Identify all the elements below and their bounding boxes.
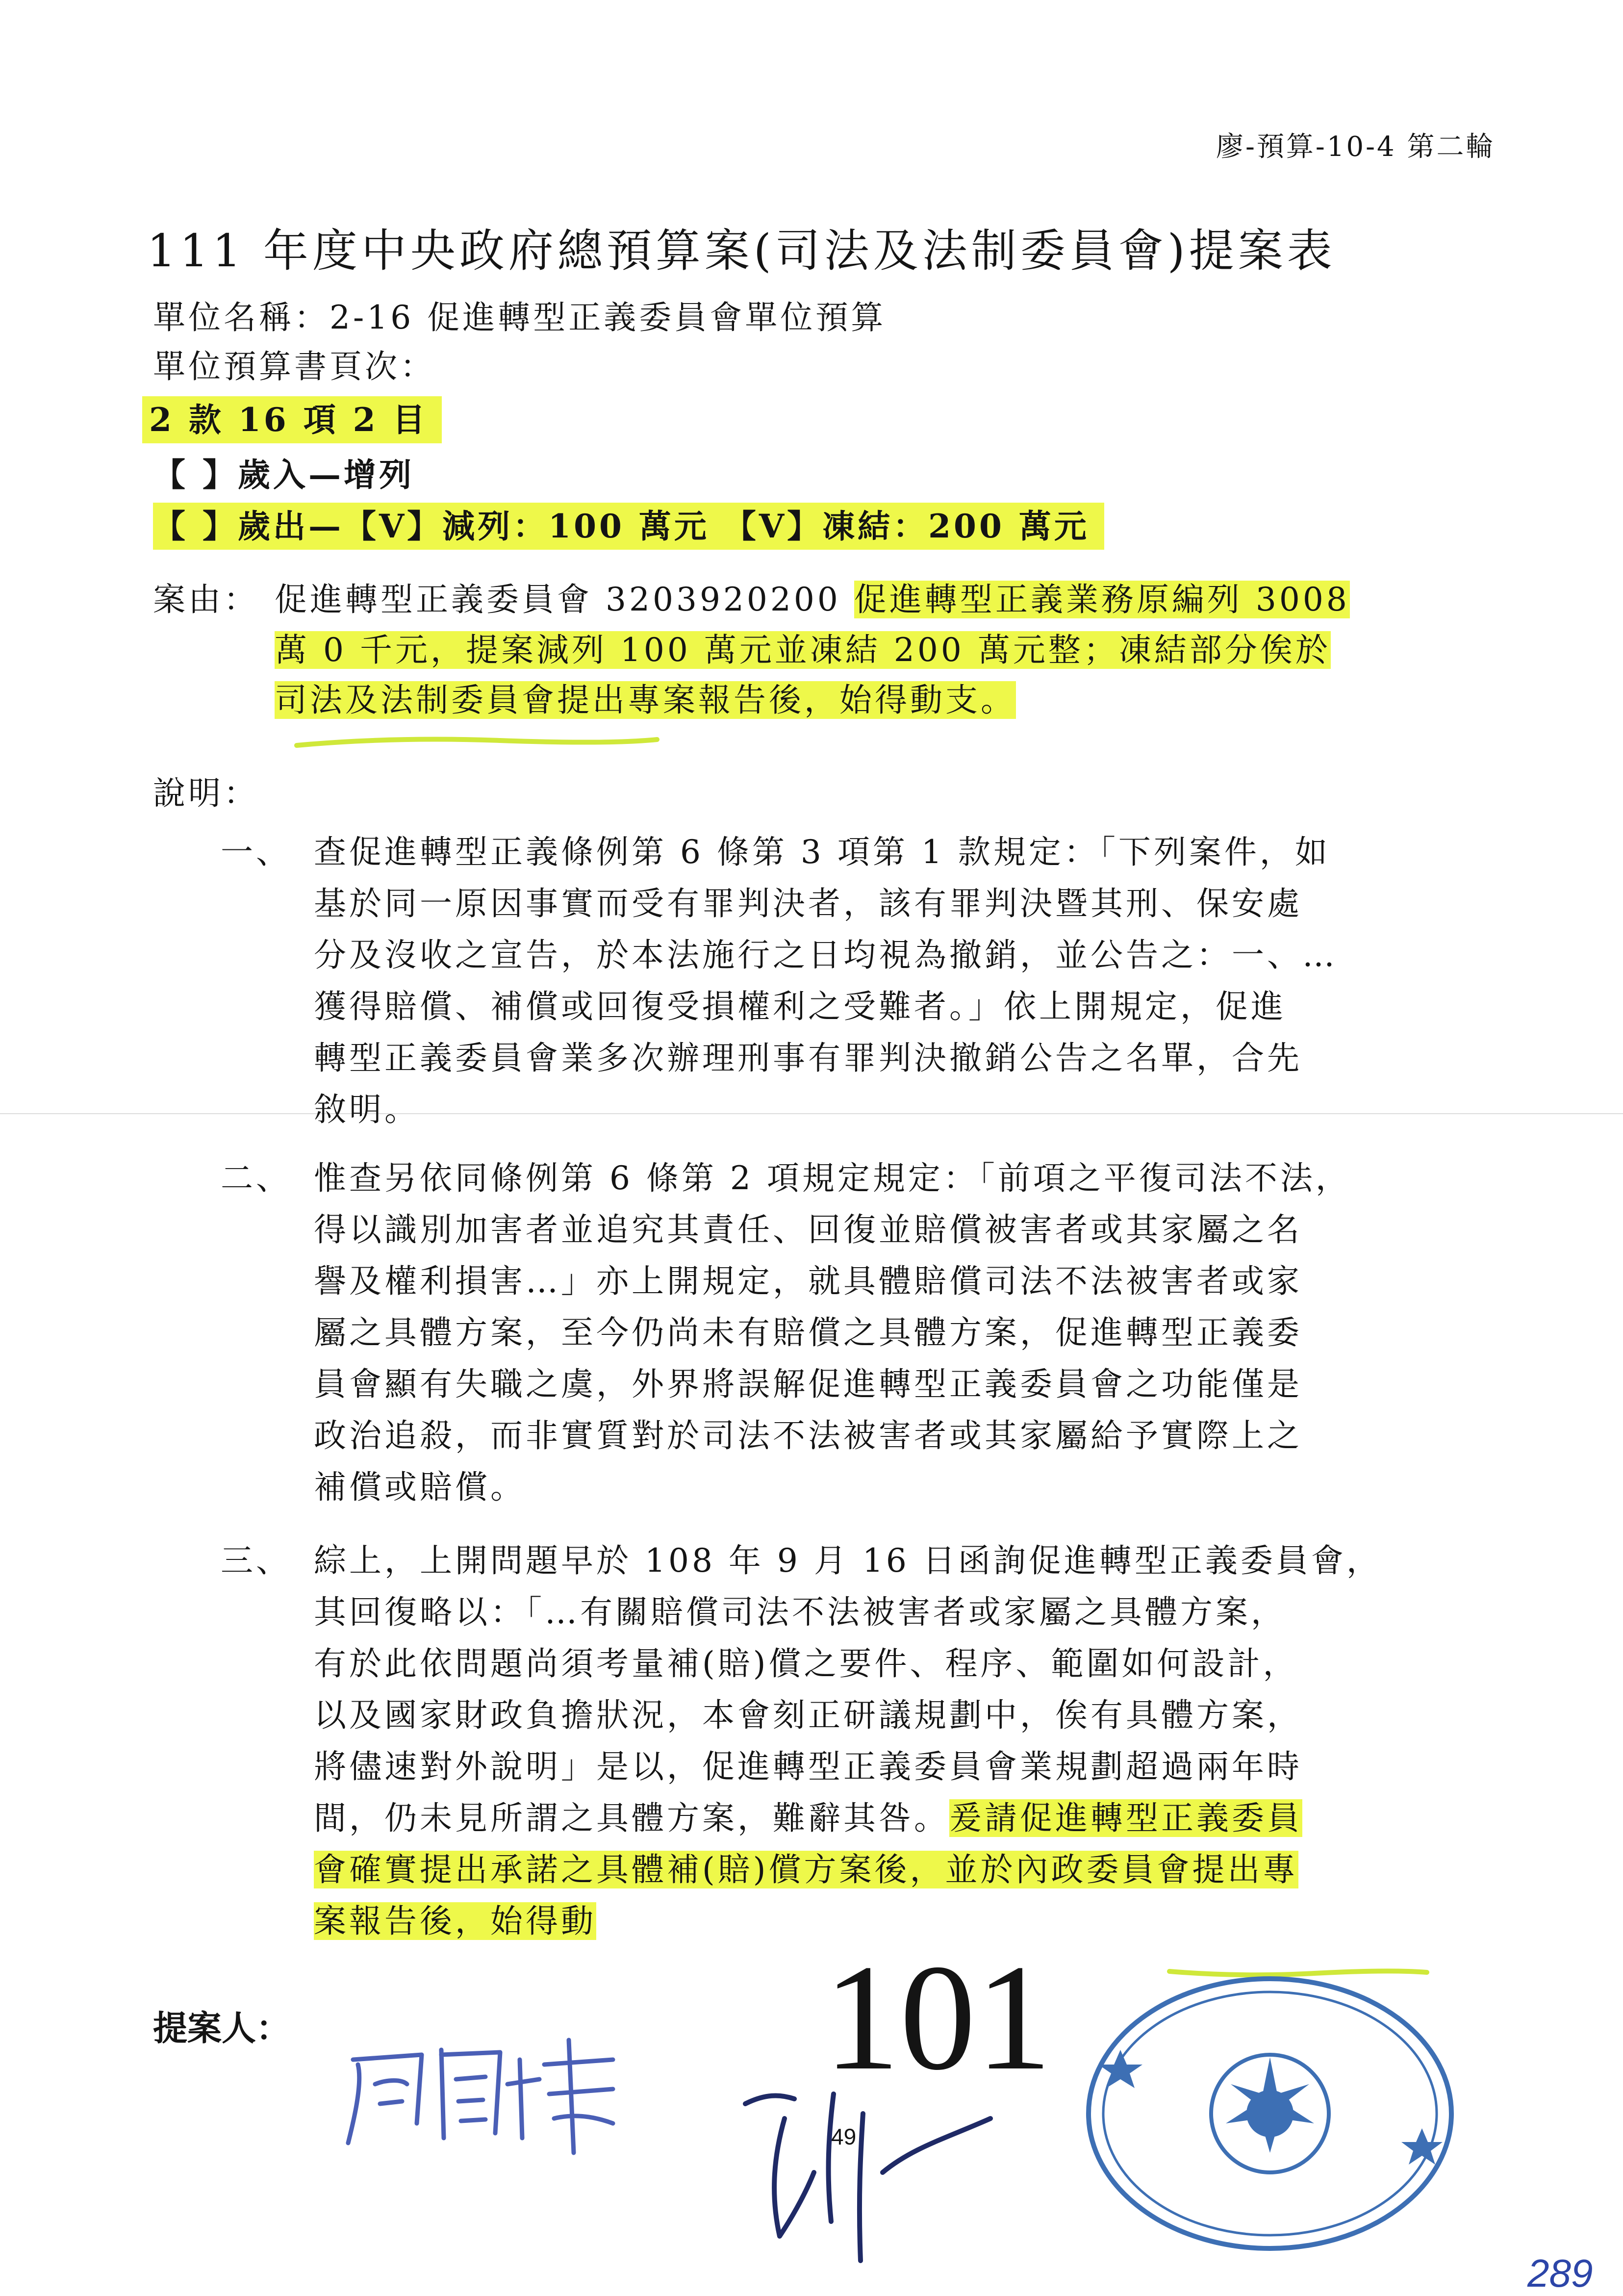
explanation-line-3-6-text: 間，仍未見所謂之具體方案，難辭其咎。爰請促進轉型正義委員 (314, 1799, 1302, 1837)
reason-line-2-text (275, 631, 1331, 669)
highlight-mark: 爰請促進轉型正義委員 (949, 1799, 1302, 1837)
explanation-line: 政治追殺，而非實質對於司法不法被害者或其家屬給予實際上之 (314, 1417, 1302, 1454)
unit-name: 單位名稱：2-16 促進轉型正義委員會單位預算 (153, 299, 887, 336)
explanation-line: 綜上，上開問題早於 108 年 9 月 16 日函詢促進轉型正義委員會， (314, 1542, 1382, 1580)
handwritten-underline (294, 731, 667, 755)
highlight-mark: 案報告後，始得動 (314, 1902, 596, 1940)
explanation-label: 說明： (153, 774, 259, 812)
item-number: 一、 (221, 833, 291, 871)
explanation-line: 以及國家財政負擔狀況，本會刻正研議規劃中，俟有具體方案， (314, 1696, 1302, 1734)
item-number: 三、 (221, 1542, 291, 1580)
revenue-line: 【 】歲入—增列 (153, 456, 414, 494)
highlight-mark: 萬 0 千元，提案減列 100 萬元並凍結 200 萬元整；凍結部分俟於 (275, 631, 1331, 669)
scan-page-number: 289 (1527, 2251, 1593, 2295)
budget-item-code: 2 款 16 項 2 目 (142, 396, 442, 443)
explanation-line-3-8-text (314, 1902, 596, 1940)
expenditure-line: 【 】歲出—【V】減列：100 萬元 【V】凍結：200 萬元 (153, 503, 1104, 550)
explanation-line: 譽及權利損害…」亦上開規定，就具體賠償司法不法被害者或家 (314, 1262, 1302, 1300)
explanation-line: 補償或賠償。 (314, 1468, 526, 1506)
highlight-mark: 會確實提出承諾之具體補(賠)償方案後，並於內政委員會提出專 (314, 1851, 1298, 1888)
proposer-label: 提案人： (153, 2008, 290, 2048)
reason-line (275, 627, 1331, 674)
reason-label: 案由： (153, 581, 259, 618)
explanation-line: 惟查另依同條例第 6 條第 2 項規定規定：「前項之平復司法不法， (314, 1159, 1351, 1197)
explanation-line: 敘明。 (314, 1091, 420, 1128)
explanation-line (314, 1898, 596, 1945)
reason-line-3-text (275, 681, 1016, 719)
explanation-line: 轉型正義委員會業多次辦理刑事有罪判決撤銷公告之名單，合先 (314, 1039, 1302, 1077)
explanation-line: 其回復略以：「…有關賠償司法不法被害者或家屬之具體方案， (314, 1593, 1286, 1631)
explanation-line: 分及沒收之宣告，於本法施行之日均視為撤銷，並公告之：一、… (314, 936, 1338, 974)
explanation-line (314, 1795, 1302, 1842)
stamp-number: 101 (824, 1934, 1052, 2102)
signature-image (735, 2074, 1010, 2280)
unit-page-ref: 單位預算書頁次： (153, 348, 435, 385)
explanation-line: 屬之具體方案，至今仍尚未有賠償之具體方案，促進轉型正義委 (314, 1314, 1302, 1352)
explanation-line: 得以識別加害者並追究其責任、回復並賠償被害者或其家屬之名 (314, 1211, 1302, 1249)
explanation-line: 獲得賠償、補償或回復受損權利之受難者。」依上開規定，促進 (314, 988, 1286, 1025)
reason-line (275, 677, 1016, 724)
explanation-line: 有於此依問題尚須考量補(賠)償之要件、程序、範圍如何設計， (314, 1645, 1298, 1683)
reference-code: 廖-預算-10-4 第二輪 (1216, 131, 1496, 163)
scan-artifact-line (0, 1113, 1623, 1114)
reason-line (275, 576, 1350, 623)
item-number: 二、 (221, 1159, 291, 1197)
explanation-line: 員會顯有失職之虞，外界將誤解促進轉型正義委員會之功能僅是 (314, 1365, 1302, 1403)
explanation-line: 查促進轉型正義條例第 6 條第 3 項第 1 款規定：「下列案件，如 (314, 833, 1330, 871)
party-seal-stamp (1079, 1971, 1461, 2256)
signature-image (338, 2011, 642, 2158)
page-number: 49 (831, 2124, 857, 2149)
highlight-mark: 促進轉型正義業務原編列 3008 (854, 581, 1350, 618)
document-title: 111 年度中央政府總預算案(司法及法制委員會)提案表 (147, 225, 1336, 277)
explanation-line: 將儘速對外說明」是以，促進轉型正義委員會業規劃超過兩年時 (314, 1748, 1302, 1786)
explanation-line (314, 1846, 1298, 1893)
reason-line-1-text: 促進轉型正義委員會 3203920200 促進轉型正義業務原編列 3008 (275, 581, 1350, 618)
explanation-line: 基於同一原因事實而受有罪判決者，該有罪判決暨其刑、保安處 (314, 885, 1302, 922)
highlight-mark: 司法及法制委員會提出專案報告後，始得動支。 (275, 681, 1016, 719)
explanation-line-3-7-text (314, 1851, 1298, 1888)
